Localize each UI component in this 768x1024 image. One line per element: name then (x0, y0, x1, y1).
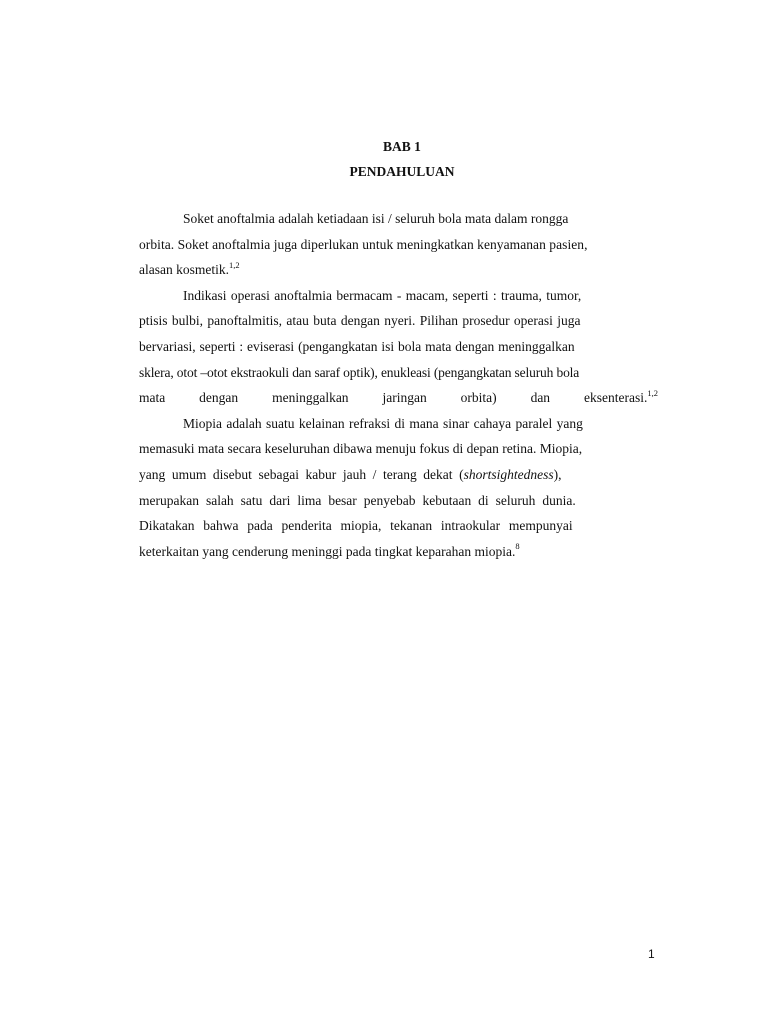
word: dan (530, 390, 551, 406)
paragraph-2-line-3: bervariasi, seperti : eviserasi (pengangkatan isi bola mata dengan meninggalkan (139, 338, 575, 354)
paragraph-3-line-1: Miopia adalah suatu kelainan refraksi di mana sinar cahaya paralel yang (183, 415, 583, 431)
paragraph-3-line-3 (139, 462, 658, 488)
citation-superscript: 8 (515, 541, 520, 552)
paragraph-3-line-3-text-a: yang umum disebut sebagai kabur jauh / terang dekat ( (139, 466, 464, 482)
citation-superscript: 1,2 (647, 387, 658, 398)
paragraph-2-line-2: ptisis bulbi, panoftalmitis, atau buta dengan nyeri. Pilihan prosedur operasi juga (139, 313, 581, 329)
word: meninggalkan (272, 390, 349, 406)
citation-superscript: 1,2 (228, 259, 240, 270)
word-with-citation (584, 385, 658, 411)
paragraph-3-line-6 (139, 539, 658, 565)
italic-term: shortsightedness (463, 466, 554, 482)
paragraph-2-line-1: Indikasi operasi anoftalmia bermacam - macam, seperti : trauma, tumor, (183, 287, 582, 303)
word: dengan (199, 390, 239, 406)
paragraph-3-line-3-text-b: ), (553, 466, 562, 482)
paragraph-3-line-5: Dikatakan bahwa pada penderita miopia, tekanan intraokular mempunyai (139, 518, 573, 534)
word: eksenterasi. (583, 390, 648, 406)
paragraph-2-line-5 (139, 385, 658, 411)
paragraph-3-line-6-text: keterkaitan yang cenderung meninggi pada tingkat keparahan miopia. (139, 543, 516, 559)
paragraph-3-line-4: merupakan salah satu dari lima besar penyebab kebutaan di seluruh dunia. (139, 492, 576, 508)
word: orbita) (460, 390, 497, 406)
word: mata (139, 390, 166, 406)
page-number: 1 (648, 947, 655, 961)
word: jaringan (382, 390, 427, 406)
paragraph-3-line-2: memasuki mata secara keseluruhan dibawa menuju fokus di depan retina. Miopia, (139, 441, 583, 457)
paragraph-2-line-4: sklera, otot –otot ekstraokuli dan saraf optik), enukleasi (pengangkatan seluruh bola (139, 364, 580, 380)
body-text (139, 206, 658, 564)
paragraph-1-line-3-text: alasan kosmetik. (139, 262, 229, 278)
paragraph-1-line-3 (139, 257, 658, 283)
paragraph-1-line-1: Soket anoftalmia adalah ketiadaan isi / seluruh bola mata dalam rongga (183, 211, 569, 226)
chapter-heading: BAB 1 (383, 139, 421, 154)
paragraph-1-line-2: orbita. Soket anoftalmia juga diperlukan untuk meningkatkan kenyamanan pasien, (139, 236, 588, 252)
chapter-title: PENDAHULUAN (349, 164, 455, 179)
